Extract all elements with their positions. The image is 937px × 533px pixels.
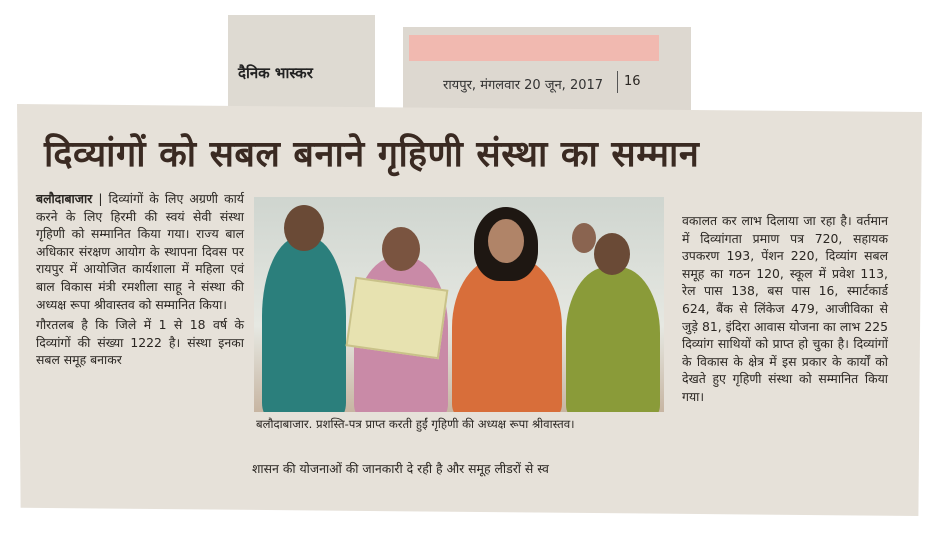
header-stripe bbox=[409, 35, 659, 61]
headline: दिव्यांगों को सबल बनाने गृहिणी संस्था का सम्मान bbox=[44, 134, 700, 175]
news-photo bbox=[254, 197, 664, 412]
left-para-1-text: | दिव्यांगों के लिए अग्रणी कार्य करने के लिए हिरमी की स्वयं सेवी संस्था गृहिणी को सम्मानित किया गया। राज्य बाल अधिकार संरक्षण आयोग के स्थापना दिवस पर रायपुर में आयोजित कार्यशाला में महिला एवं बाल विकास मंत्री रमशीला साहू ने संस्था की अध्यक्ष रूपा श्रीवास्तव को सम्मानित किया। bbox=[36, 191, 244, 312]
person-4-head bbox=[594, 233, 630, 275]
right-column bbox=[682, 212, 888, 409]
person-1-head bbox=[284, 205, 324, 251]
person-5-head bbox=[572, 223, 596, 253]
right-para-1: वकालत कर लाभ दिलाया जा रहा है। वर्तमान में दिव्यांगता प्रमाण पत्र 720, सहायक उपकरण 193, पेंशन 220, दिव्यांग सबल समूह का गठन 120, स्कूल में प्रवेश 113, रेल पास 138, बस पास 16, स्मार्टकार्ड 624, बैंक से लिंकेज 479, आजीविका से जुड़े 81, इंदिरा आवास योजना का लाभ 225 दिव्यांग साथियों को प्राप्त हो चुका है। दिव्यांगों के विकास के क्षेत्र में इस प्रकार के कार्यों को देखते हुए गृहिणी संस्था को सम्मानित किया गया। bbox=[682, 213, 888, 404]
person-4-figure bbox=[566, 267, 660, 412]
dateline-text: रायपुर, मंगलवार 20 जून, 2017 bbox=[443, 78, 604, 93]
place-tag: बलौदाबाजार bbox=[36, 191, 93, 206]
certificate bbox=[346, 277, 449, 359]
left-para-2: गौरतलब है कि जिले में 1 से 18 वर्ष के दिव्यांगों की संख्या 1222 है। संस्था इनका सबल समूह बनाकर bbox=[36, 317, 244, 368]
page-number: 16 bbox=[617, 71, 641, 93]
left-column bbox=[36, 190, 244, 372]
person-2-head bbox=[382, 227, 420, 271]
photo-caption: बलौदाबाजार. प्रशस्ति-पत्र प्राप्त करती हुईं गृहिणी की अध्यक्ष रूपा श्रीवास्तव। bbox=[256, 417, 575, 431]
newspaper-name: दैनिक भास्कर bbox=[238, 64, 313, 82]
left-para-1 bbox=[36, 190, 244, 313]
person-1-figure bbox=[262, 237, 346, 412]
continuation-line: शासन की योजनाओं की जानकारी दे रही है और समूह लीडरों से स्व bbox=[252, 461, 549, 476]
person-3-head bbox=[488, 219, 524, 263]
